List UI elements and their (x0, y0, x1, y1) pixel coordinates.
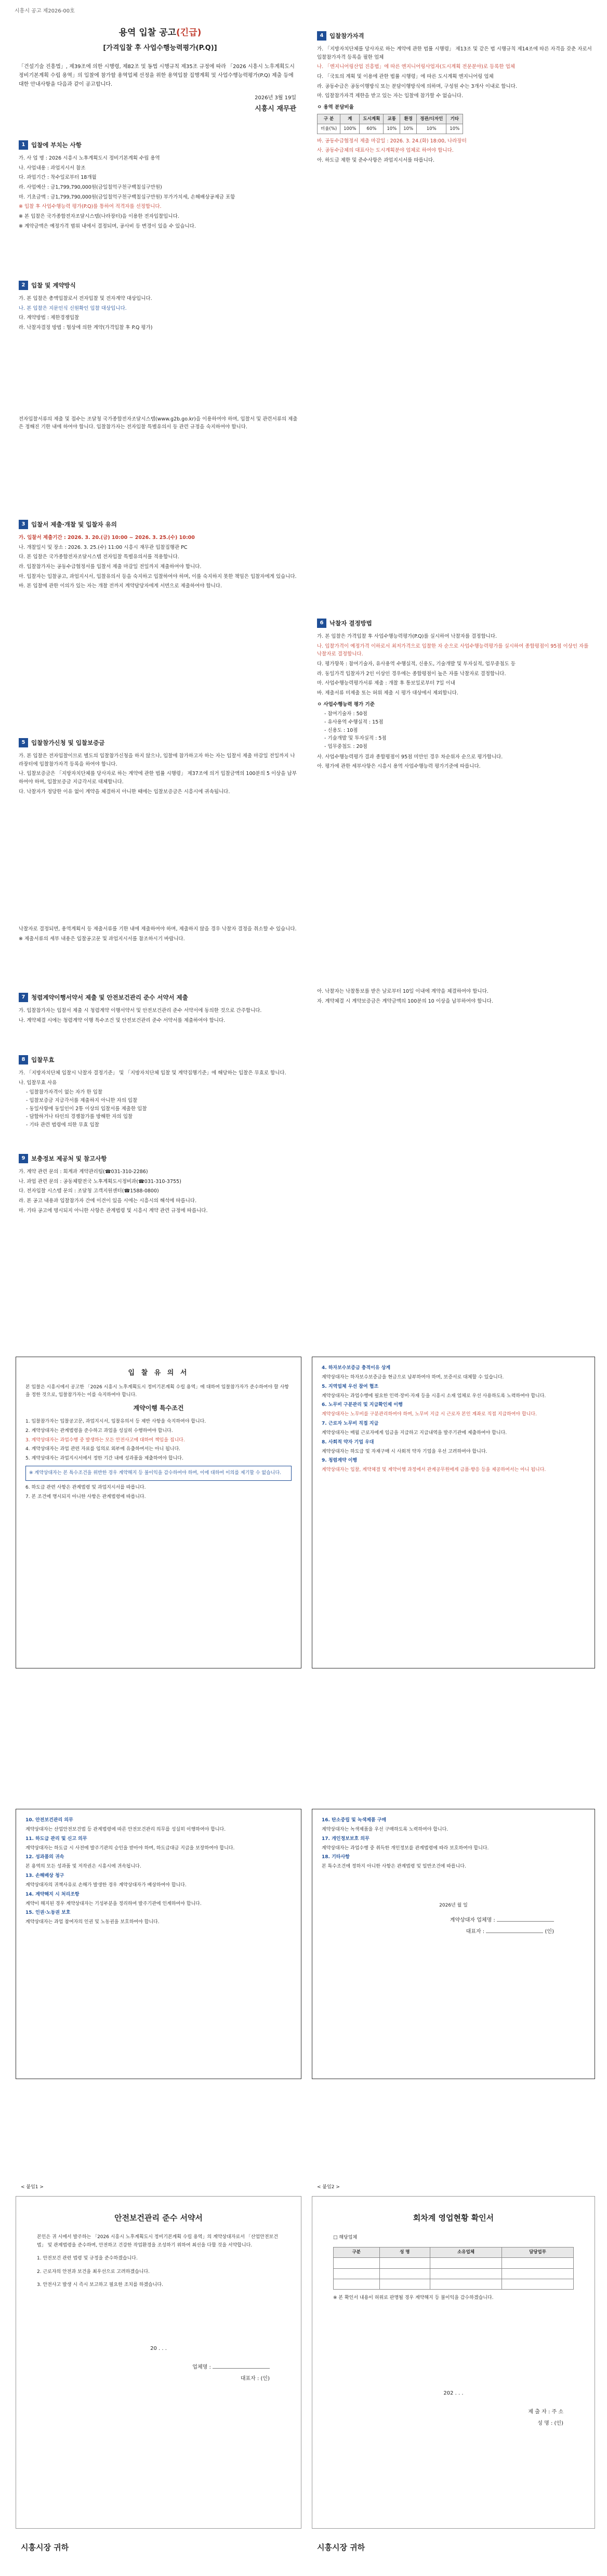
s4-line: 마. 입찰참가자격 제한을 받고 있는 자는 입찰에 참가할 수 없습니다. (317, 93, 463, 99)
cond-text: 계약상대자는 매월 근로자에게 임금을 지급하고 지급내역을 발주기관에 제출하여야 합니다. (322, 1430, 507, 1436)
panel-title: 입 찰 유 의 서 (128, 1369, 189, 1377)
section-3-number: 3 (19, 520, 28, 529)
cond-text: 계약상대자의 귀책사유로 손해가 발생한 경우 계약상대자가 배상하여야 합니다. (25, 1882, 187, 1888)
cond-heading: 17. 개인정보보호 의무 (322, 1836, 370, 1842)
cond-heading: 8. 사회적 약자 기업 우대 (322, 1439, 374, 1445)
cond-text: 계약상대자는 입찰, 계약체결 및 계약이행 과정에서 관계공무원에게 금품·향응 등을 제공하여서는 아니 됩니다. (322, 1467, 546, 1473)
section-6 (317, 619, 592, 772)
panel-item: 1. 입찰참가자는 입찰공고문, 과업지시서, 입찰유의서 등 제반 사항을 숙지하여야 합니다. (25, 1418, 206, 1424)
s2-line: 나. 본 입찰은 지문인식 신원확인 입찰 대상입니다. (19, 305, 127, 311)
table-header-cell: 경관/디자인 (417, 114, 446, 124)
s4-line: 라. 공동수급은 공동이행방식 또는 분담이행방식에 의하며, 구성원 수는 3개사 이내로 합니다. (317, 83, 517, 89)
cond-heading: 16. 탄소중립 및 녹색제품 구매 (322, 1818, 387, 1823)
s8-item: - 동일사항에 동일인이 2통 이상의 입찰서를 제출한 입찰 (26, 1106, 147, 1112)
table-cell: 10% (417, 124, 446, 134)
s6-line: 다. 평가항목 : 참여기술자, 유사용역 수행실적, 신용도, 기술개발 및 투자실적, 업무중첩도 등 (317, 661, 516, 667)
section-7 (19, 993, 299, 1026)
table-cell[interactable] (430, 2258, 502, 2268)
table-header-cell: 구분 (334, 2248, 380, 2258)
s3-line: 바. 본 입찰에 관한 이의가 있는 자는 개찰 전까지 계약담당자에게 서면으로 제출하여야 합니다. (19, 583, 222, 589)
notice-subtitle: [가격입찰 후 사업수행능력평가(P.Q)] (103, 44, 217, 52)
cond-text: 계약상대자는 과업 참여자의 인권 및 노동권을 보호하여야 합니다. (25, 1920, 160, 1925)
s4-line: 다. 「국토의 계획 및 이용에 관한 법률 시행령」에 따른 도시계획 엔지니어링 업체 (317, 73, 494, 80)
table-cell[interactable] (502, 2268, 573, 2279)
form-company: 제 출 자 : 주 소 (528, 2409, 563, 2415)
notice-title: 용역 입찰 공고(긴급) (118, 28, 202, 38)
cond-text: 계약상대자는 과업수행에 필요한 인력·장비·자재 등을 시흥시 소재 업체로 우선 사용하도록 노력하여야 합니다. (322, 1393, 546, 1399)
panel-item: 2. 계약상대자는 관계법령을 준수하고 과업을 성실히 수행하여야 합니다. (25, 1428, 173, 1434)
s6-line: 라. 동일가격 입찰자가 2인 이상인 경우에는 종합평점이 높은 자를 낙찰자로 결정합니다. (317, 671, 506, 677)
notice-signature (208, 94, 296, 115)
notice-header (15, 18, 306, 52)
section-1-number: 1 (19, 140, 28, 150)
panel-intro: 본 입찰은 시흥시에서 공고한 「2026 시흥시 노후계획도시 정비기본계획 수립 용역」에 대하여 입찰참가자가 준수하여야 할 사항을 정한 것으로, 입찰참가자는 이를 숙지하여야 합니다. (25, 1385, 289, 1398)
s8-item: - 입찰참가자격이 없는 자가 한 입찰 (26, 1089, 103, 1096)
table-header-cell: 계 (340, 114, 360, 124)
s8-item: - 기타 관련 법령에 의한 무효 입찰 (26, 1122, 99, 1128)
s3-line: 가. 입찰서 제출기간 : 2026. 3. 20.(금) 10:00 ~ 2026. 3. 25.(수) 10:00 (19, 534, 195, 541)
section-3-title: 입찰서 제출·개찰 및 입찰자 유의 (31, 521, 117, 528)
section-4 (317, 31, 592, 166)
section-4-title: 입찰참가자격 (329, 32, 364, 40)
table-cell[interactable] (334, 2258, 380, 2268)
s7-line: 나. 계약체결 시에는 청렴계약 이행 특수조건 및 안전보건관리 준수 서약서를 제출하여야 합니다. (19, 1017, 226, 1023)
s2-line: 다. 계약방법 : 제한경쟁입찰 (19, 315, 80, 321)
cond-heading: 12. 성과품의 귀속 (25, 1855, 64, 1860)
s4-after: 바. 공동수급협정서 제출 마감일 : 2026. 3. 24.(화) 18:00, 나라장터 (317, 138, 467, 144)
section-2 (19, 281, 299, 433)
s6-line: 마. 사업수행능력평가서류 제출 : 개찰 후 통보일로부터 7일 이내 (317, 680, 455, 687)
s3-line: 라. 입찰참가자는 공동수급협정서를 입찰서 제출 마감일 전일까지 제출하여야 합니다. (19, 563, 202, 570)
s4-after: 아. 하도급 제한 및 준수사항은 과업지시서를 따릅니다. (317, 157, 435, 164)
panel-boxed-note: ※ 계약상대자는 본 특수조건을 위반한 경우 계약해지 등 불이익을 감수하여야 하며, 이에 대하여 이의를 제기할 수 없습니다. (25, 1466, 292, 1481)
s7-line: 가. 입찰참가자는 입찰서 제출 시 청렴계약 이행서약서 및 안전보건관리 준수 서약서에 동의한 것으로 간주합니다. (19, 1007, 262, 1014)
s3-line: 나. 개찰일시 및 장소 : 2026. 3. 25.(수) 11:00 시흥시 재무관 입찰집행관 PC (19, 544, 188, 550)
table-cell[interactable] (379, 2268, 430, 2279)
notice-date: 2026년 3월 19일 (255, 95, 296, 101)
s2-line: 라. 낙찰자결정 방법 : 협상에 의한 계약(가격입찰 후 P.Q 평가) (19, 324, 153, 331)
lead-paragraph: 「건설기술 진흥법」, 제39조에 의한 시행령, 제82조 및 동법 시행규칙 제35조 규정에 따라 「2026 시흥시 노후계획도시 정비기본계획 수립 용역」의 입찰에 참가할 용역업체 선정을 위한 용역입찰 집행계획 및 사업수행능력평가(P.Q) 제출 등에 대한 안내사항을 다음과 같이 공고합니다. (19, 64, 295, 87)
section-2-number: 2 (19, 281, 28, 290)
section-7-number: 7 (19, 993, 28, 1002)
form-title: 안전보건관리 준수 서약서 (114, 2213, 203, 2223)
conditions-continued-left (16, 1809, 301, 2079)
section-2-title: 입찰 및 계약방식 (31, 282, 76, 289)
section-3 (19, 520, 299, 592)
s9-line: 마. 기타 공고에 명시되지 아니한 사항은 관계법령 및 시흥시 계약 관련 규정에 따릅니다. (19, 1207, 208, 1214)
s3-line: 마. 입찰자는 입찰공고, 과업지시서, 입찰유의서 등을 숙지하고 입찰하여야 하며, 이를 숙지하지 못한 책임은 입찰자에게 있습니다. (19, 573, 297, 580)
panel-subtitle: 계약이행 특수조건 (133, 1404, 184, 1412)
section-6-title: 낙찰자 결정방법 (329, 620, 372, 627)
cond-heading: 4. 하자보수보증금 충적이유 상계 (322, 1365, 391, 1371)
table-header-cell: 성 명 (379, 2248, 430, 2258)
s9-line: 라. 본 공고 내용과 입찰참가자 간에 이견이 있을 시에는 시흥시의 해석에 따릅니다. (19, 1198, 197, 1204)
table-cell: 10% (384, 124, 400, 134)
s9-line: 다. 전자입찰 시스템 문의 : 조달청 고객지원센터(☎1588-0800) (19, 1188, 159, 1194)
form-text: 2. 근로자의 안전과 보건을 최우선으로 고려하겠습니다. (37, 2269, 150, 2275)
s6-after: 아. 평가에 관한 세부사항은 시흥시 용역 사업수행능력 평가기준에 따릅니다. (317, 764, 481, 770)
table-cell: 100% (340, 124, 360, 134)
cond-heading: 11. 하도급 관리 및 신고 의무 (25, 1836, 87, 1842)
section-9 (19, 1154, 299, 1216)
section-7-title: 청렴계약이행서약서 제출 및 안전보건관리 준수 서약서 제출 (31, 994, 188, 1001)
attachment-badge-1: < 붙임1 > (21, 2185, 44, 2190)
section-1 (19, 140, 299, 232)
panel-item: 7. 본 조건에 명시되지 아니한 사항은 관계법령에 따릅니다. (25, 1494, 146, 1500)
s6-line: 가. 본 입찰은 가격입찰 후 사업수행능력평가(P.Q)를 실시하여 낙찰자를 결정합니다. (317, 633, 497, 639)
panel-item: 3. 계약상대자는 과업수행 중 발생하는 모든 안전사고에 대하여 책임을 집니다. (25, 1437, 185, 1443)
table-cell: 10% (446, 124, 463, 134)
panel-item: 4. 계약상대자는 과업 관련 자료를 임의로 외부에 유출하여서는 아니 됩니다. (25, 1447, 181, 1452)
section-5 (19, 738, 299, 797)
s6-score-item: - 업무중첩도 : 20점 (324, 744, 367, 750)
panel-item: 5. 계약상대자는 과업지시서에서 정한 기간 내에 성과품을 제출하여야 합니다. (25, 1456, 183, 1462)
table-cell[interactable] (334, 2268, 380, 2279)
table-cell[interactable] (430, 2268, 502, 2279)
s6-cont-line: 자. 계약체결 시 계약보증금은 계약금액의 100분의 10 이상을 납부하여야 합니다. (317, 998, 493, 1004)
section-8-title: 입찰무효 (31, 1056, 55, 1063)
cond-text: 계약상대자는 하도급 시 사전에 발주기관의 승인을 받아야 하며, 하도급대금 지급을 보장하여야 합니다. (25, 1845, 235, 1851)
s1-note: ※ 입찰 후 사업수행능력 평가(P.Q)를 통하여 적격자를 선정합니다. (19, 204, 162, 210)
s6-line: 바. 제출서류 미제출 또는 허위 제출 시 평가 대상에서 제외합니다. (317, 690, 458, 696)
cond-heading: 10. 안전보건관리 의무 (25, 1818, 73, 1823)
table-cell[interactable] (334, 2279, 380, 2290)
table-cell: 60% (360, 124, 384, 134)
form-rep: 성 명 : (인) (537, 2420, 563, 2426)
form-date: 202 . . . (443, 2390, 464, 2396)
s1-line: 나. 사업내용 : 과업지시서 참조 (19, 165, 86, 171)
table-cell[interactable] (430, 2279, 502, 2290)
s6-score-item: - 기술개발 및 투자실적 : 5점 (324, 735, 387, 742)
s4-table-title: ㅇ 용역 분담비율 (317, 104, 354, 110)
form-title: 회차계 영업현황 확인서 (413, 2213, 494, 2223)
s5-cont-line: 낙찰자로 결정되면, 용역계획서 등 제출서류를 기한 내에 제출하여야 하며, 제출하지 않을 경우 낙찰자 결정을 취소할 수 있습니다. (19, 926, 297, 932)
s1-line: 마. 기초금액 : 금1,799,790,000원(금일칠억구천구백칠십구만원) 부가가치세, 손해배상공제금 포함 (19, 194, 235, 200)
s6-score-item: - 참여기술자 : 50점 (324, 711, 367, 717)
form-date: 20 . . . (150, 2345, 167, 2351)
s2-extra: 전자입찰서류의 제출 및 접수는 조달청 국가종합전자조달시스템(www.g2b.go.kr)을 이용하여야 하며, 입찰서 및 관련서류의 제출은 정해진 기한 내에 하여야 합니다. 입찰참가자는 전자입찰 특별유의서 등 관련 규정을 숙지하여야 합니다. (19, 416, 298, 430)
table-header-cell: 구 분 (318, 114, 340, 124)
cond-heading: 7. 근로자 노무비 직접 지급 (322, 1421, 379, 1427)
s9-line: 가. 계약 관련 문의 : 회계과 계약관리팀(☎031-310-2286) (19, 1168, 148, 1175)
section-5-title: 입찰참가신청 및 입찰보증금 (31, 739, 105, 746)
form-rep: 대표자 : (인) (240, 2375, 270, 2382)
safety-pledge-form (16, 2196, 301, 2529)
table-cell: 10% (400, 124, 417, 134)
s6-cont-line: 아. 낙찰자는 낙찰통보를 받은 날로부터 10일 이내에 계약을 체결하여야 합니다. (317, 989, 489, 994)
s5-line: 가. 본 입찰은 전자입찰이므로 별도의 입찰참가신청을 하지 않으나, 입찰에 참가하고자 하는 자는 입찰서 제출 마감일 전일까지 나라장터에 입찰참가자격 등록을 하여야 합니다. (19, 753, 295, 767)
s2-line: 가. 본 입찰은 총액입찰로서 전자입찰 및 전자계약 대상입니다. (19, 295, 152, 301)
section-6-number: 6 (317, 619, 326, 628)
cond-heading: 13. 손해배상 청구 (25, 1873, 64, 1879)
section-5-continued (19, 925, 299, 944)
cond-heading: 6. 노무비 구분관리 및 지급확인제 이행 (322, 1402, 403, 1408)
form-check[interactable]: □ 해당업체 (333, 2235, 358, 2240)
cond-text: 계약이 해지된 경우 계약상대자는 기성부분을 정리하여 발주기관에 인계하여야 합니다. (25, 1901, 202, 1907)
form-company: 업체명 : (16, 2362, 270, 2373)
cond-date: 2026년 월 일 (439, 1903, 468, 1909)
section-4-number: 4 (317, 31, 326, 41)
special-conditions-panel (312, 1357, 595, 1668)
cond-heading: 15. 인권·노동권 보호 (25, 1910, 71, 1916)
section-9-title: 보충정보 제공처 및 참고사항 (31, 1155, 107, 1162)
table-header-cell: 교통 (384, 114, 400, 124)
section-8-number: 8 (19, 1055, 28, 1064)
share-ratio-table (317, 114, 463, 134)
s4-line: 나. 「엔지니어링산업 진흥법」에 따른 엔지니어링사업자(도시계획 전문분야)로 등록한 업체 (317, 64, 515, 70)
cond-company: 계약상대자 업체명 : (322, 1915, 554, 1926)
s3-line: 다. 본 입찰은 국가종합전자조달시스템 전자입찰 특별유의서를 적용합니다. (19, 554, 179, 560)
s8-item: - 담합하거나 타인의 경쟁참가를 방해한 자의 입찰 (26, 1114, 133, 1120)
cond-rep: 대표자 : (인) (466, 1928, 554, 1935)
form-text: 1. 안전보건 관련 법령 및 규정을 준수하겠습니다. (37, 2256, 138, 2262)
s8-line: 나. 입찰무효 사유 (19, 1080, 57, 1086)
cond-text: 계약상대자는 하자보수보증금을 현금으로 납부하여야 하며, 보증서로 대체할 수 있습니다. (322, 1374, 504, 1380)
s6-after: 사. 사업수행능력평가 결과 종합평점이 95점 미만인 경우 차순위자 순으로 평가합니다. (317, 754, 503, 760)
s6-score-item: - 유사용역 수행실적 : 15점 (324, 719, 384, 726)
conditions-continued-right (312, 1809, 595, 2079)
s5-line: 나. 입찰보증금은 「지방자치단체를 당사자로 하는 계약에 관한 법률 시행령」 제37조에 의거 입찰금액의 100분의 5 이상을 납부하여야 하며, 입찰보증금 지급각서로 대체합니다. (19, 771, 297, 785)
s8-item: - 입찰보증금 지급각서를 제출하지 아니한 자의 입찰 (26, 1097, 138, 1103)
cond-text: 계약상대자는 산업안전보건법 등 관계법령에 따른 안전보건관리 의무를 성실히 이행하여야 합니다. (25, 1826, 226, 1832)
table-header-cell: 담당업무 (502, 2248, 573, 2258)
cond-text: 본 특수조건에 정하지 아니한 사항은 관계법령 및 일반조건에 따릅니다. (322, 1864, 466, 1870)
s6-scoring-title: ㅇ 사업수행능력 평가 기준 (317, 701, 375, 707)
s4-after: 사. 공동수급체의 대표사는 도시계획분야 업체로 하여야 합니다. (317, 148, 454, 154)
bid-instructions-panel (16, 1357, 301, 1668)
s9-line: 나. 과업 관련 문의 : 공동체발전국 노후계획도시정비과(☎031-310-3755) (19, 1178, 181, 1185)
s8-line: 가. 「지방자치단체 입찰시 낙찰자 결정기준」 및 「지방자치단체 입찰 및 계약집행기준」에 해당하는 입찰은 무효로 합니다. (19, 1070, 286, 1076)
cond-text: 계약상대자는 노무비를 구분관리하여야 하며, 노무비 지급 시 근로자 본인 계좌로 직접 지급하여야 합니다. (322, 1412, 537, 1417)
s6-score-item: - 신용도 : 10점 (324, 727, 358, 733)
panel-item: 6. 하도급 관련 사항은 관계법령 및 과업지시서를 따릅니다. (25, 1484, 146, 1490)
notice-issuer: 시흥시 재무관 (255, 105, 296, 113)
form-text: 본인은 귀 시에서 발주하는 「2026 시흥시 노후계획도시 정비기본계획 수립 용역」의 계약상대자로서 「산업안전보건법」 및 관계법령을 준수하며, 안전하고 건강한 작업환경을 조성하기 위하여 최선을 다할 것을 서약합니다. (37, 2235, 278, 2249)
attachment-badge-2: < 붙임2 > (317, 2185, 340, 2190)
section-1-title: 입찰에 부치는 사항 (31, 141, 82, 149)
s1-line: 가. 사 업 명 : 2026 시흥시 노후계획도시 정비기본계획 수립 용역 (19, 155, 160, 161)
form-footer-right: 시흥시장 귀하 (317, 2543, 365, 2552)
table-cell[interactable] (502, 2258, 573, 2268)
cond-heading: 9. 청렴계약 이행 (322, 1458, 358, 1464)
s1-line: 다. 과업기간 : 착수일로부터 18개월 (19, 175, 97, 181)
cond-heading: 18. 기타사항 (322, 1855, 350, 1860)
s6-line: 나. 입찰가격이 예정가격 이하로서 최저가격으로 입찰한 자 순으로 사업수행능력평가를 실시하여 종합평점이 95점 이상인 자를 낙찰자로 결정합니다. (317, 643, 589, 658)
cond-text: 계약상대자는 녹색제품을 우선 구매하도록 노력하여야 합니다. (322, 1826, 448, 1832)
section-5-number: 5 (19, 738, 28, 747)
form-note: ※ 본 확인서 내용이 허위로 판명될 경우 계약해지 등 불이익을 감수하겠습니다. (333, 2295, 494, 2301)
cond-heading: 14. 계약해지 시 처리조항 (25, 1891, 80, 1897)
table-header-cell: 기타 (446, 114, 463, 124)
s1-note: ※ 본 입찰은 국가종합전자조달시스템(나라장터)을 이용한 전자입찰입니다. (19, 214, 179, 219)
cond-text: 본 용역의 모든 성과품 및 저작권은 시흥시에 귀속됩니다. (25, 1864, 141, 1870)
table-cell[interactable] (379, 2279, 430, 2290)
cond-text: 계약상대자는 과업수행 중 취득한 개인정보를 관계법령에 따라 보호하여야 합니다. (322, 1845, 489, 1851)
status-table (333, 2247, 574, 2290)
table-cell: 비율(%) (318, 124, 340, 134)
s4-line: 가. 「지방자치단체를 당사자로 하는 계약에 관한 법률 시행령」 제13조 및 같은 법 시행규칙 제14조에 따른 자격을 갖춘 자로서 입찰참가자격 등록을 필한 업체 (317, 46, 592, 60)
top-label: 시흥시 공고 제2026-00호 (15, 8, 75, 14)
form-footer-left: 시흥시장 귀하 (21, 2543, 69, 2552)
section-9-number: 9 (19, 1154, 28, 1163)
table-header-cell: 도시계획 (360, 114, 384, 124)
cond-heading: 5. 지역업체 우선 참여 협조 (322, 1384, 379, 1389)
s1-line: 라. 사업예산 : 금1,799,790,000원(금일칠억구천구백칠십구만원) (19, 184, 162, 190)
form-text: 3. 안전사고 발생 시 즉시 보고하고 필요한 조치를 하겠습니다. (37, 2282, 163, 2288)
table-cell[interactable] (379, 2258, 430, 2268)
business-status-form (312, 2196, 595, 2529)
section-6-continued (317, 988, 592, 1007)
table-header-cell: 환경 (400, 114, 417, 124)
table-cell[interactable] (502, 2279, 573, 2290)
s5-cont-line: ※ 제출서류의 세부 내용은 입찰공고문 및 과업지시서를 참조하시기 바랍니다. (19, 936, 185, 942)
cond-text: 계약상대자는 하도급 및 자재구매 시 사회적 약자 기업을 우선 고려하여야 합니다. (322, 1449, 487, 1454)
table-header-cell: 소유업체 (430, 2248, 502, 2258)
s5-line: 다. 낙찰자가 정당한 이유 없이 계약을 체결하지 아니한 때에는 입찰보증금은 시흥시에 귀속됩니다. (19, 788, 230, 795)
s1-note: ※ 계약금액은 예정가격 범위 내에서 결정되며, 공사비 등 변경이 있을 수 있습니다. (19, 223, 196, 229)
section-8 (19, 1055, 299, 1132)
